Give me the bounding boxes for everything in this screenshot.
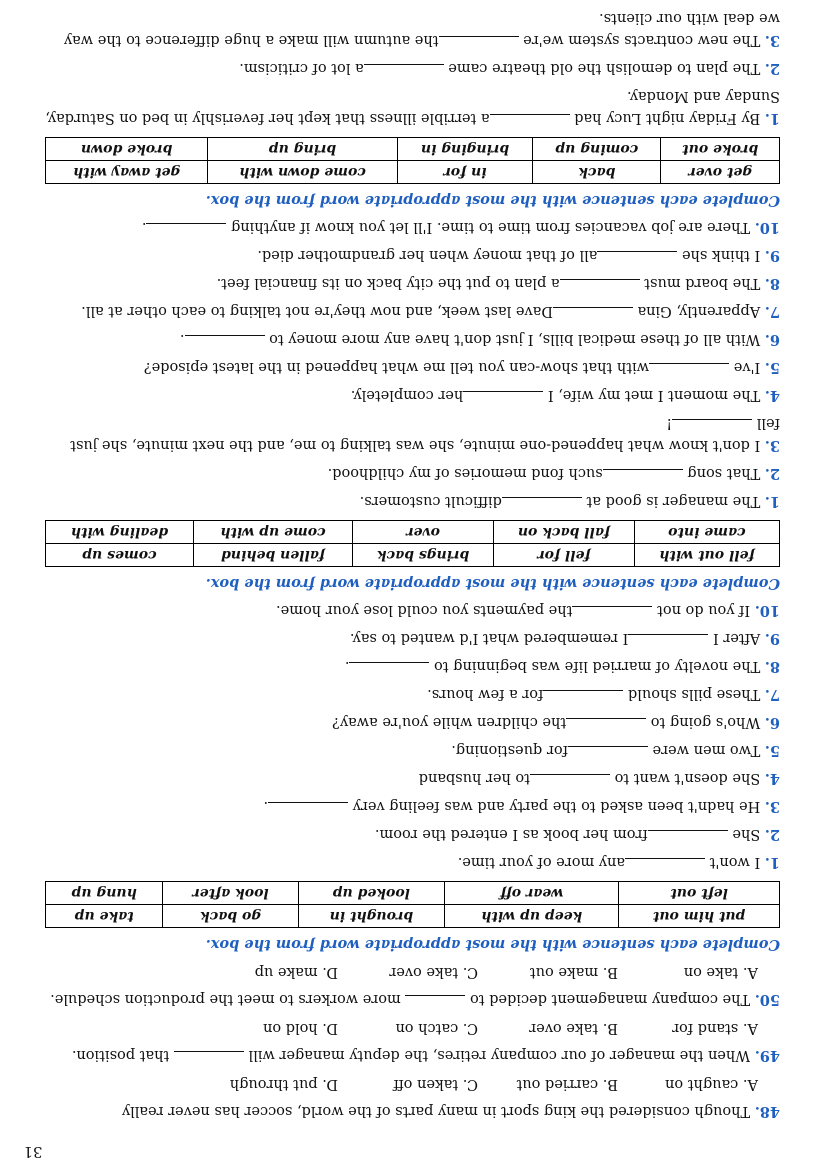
item-number: 6. (764, 331, 780, 348)
gap-sentence (45, 627, 780, 649)
answer-blank (603, 469, 683, 484)
gap-sentence (45, 823, 780, 845)
sentence-pre: She (732, 826, 761, 842)
question-number: 50. (754, 991, 780, 1008)
sentence-post: to her husband (418, 770, 530, 786)
word-box-cell: fall back on (494, 521, 635, 544)
sentence-pre: The new contracts system we're (523, 32, 761, 48)
word-box-cell: wear off (445, 882, 619, 905)
sentence-pre: With all of these medical bills, I just don't have any more money to (269, 331, 761, 347)
sentence-post: such fond memories of my childhood. (327, 465, 603, 481)
word-box-cell: get over (661, 161, 780, 184)
word-box-cell: broke down (46, 138, 208, 161)
sentence-post: . (179, 331, 185, 347)
sentence-post: . (263, 798, 269, 814)
answer-options (45, 962, 758, 982)
answer-blank (268, 802, 348, 817)
item-number: 3. (764, 32, 780, 49)
item-number: 5. (764, 359, 780, 376)
answer-blank (649, 363, 729, 378)
item-number: 8. (764, 658, 780, 675)
sentence-post: Dave last week, and now they're not talking to each other at all. (81, 303, 553, 319)
item-number: 9. (764, 247, 780, 264)
gap-sentence (45, 795, 780, 817)
answer-blank (185, 335, 265, 350)
page-content (45, 0, 780, 1122)
option-d: D. hold on (263, 1020, 338, 1036)
gap-sentence (45, 739, 780, 761)
sentence-pre: If you do not (657, 602, 751, 618)
word-box-cell: came into (634, 521, 779, 544)
answer-blank (648, 830, 728, 845)
answer-blank (439, 36, 519, 51)
word-box-cell: back (533, 161, 661, 184)
answer-blank (625, 858, 705, 873)
sentence-pre: The manager is good at (586, 493, 761, 509)
word-box-cell: come up with (193, 521, 352, 544)
option-d: D. make up (254, 964, 338, 980)
sentence-post: a plan to put the city back on its financial feet. (216, 275, 560, 291)
sentence-post: a terrible illness that kept her feverishly in bed on Saturday, Sunday and Monday. (45, 88, 780, 126)
word-box-cell: dealing with (46, 521, 194, 544)
answer-blank (566, 718, 646, 733)
answer-blank (597, 251, 677, 266)
question-text-pre: The company management decided to (470, 991, 751, 1007)
exercise-instruction: Complete each sentence with the most appropriate word from the box. (205, 192, 780, 209)
sentence-pre: The moment I met my wife, I (547, 387, 761, 403)
gap-sentence (45, 767, 780, 789)
gap-sentence (45, 0, 780, 1)
sentence-post: with that show-can you tell me what happened in the latest episode? (143, 359, 650, 375)
question-text-post: that position. (71, 1047, 170, 1063)
mc-question (45, 1100, 780, 1122)
item-number: 3. (764, 798, 780, 815)
item-number: 10. (754, 219, 780, 236)
word-box-cell: fallen behind (193, 544, 352, 567)
sentence-post: from her book as I entered the room. (374, 826, 648, 842)
sentence-post: . (141, 219, 147, 235)
option-b: B. carried out (516, 1076, 618, 1092)
sentence-pre: Two men were (652, 742, 761, 758)
sentence-pre: There are job vacancies from time to time. I'll let you know if anything (231, 219, 751, 235)
word-box-cell: brought in (298, 905, 444, 928)
answer-blank (463, 391, 543, 406)
sentence-pre: The board must (644, 275, 761, 291)
sentence-post: the payments you could lose your home. (276, 602, 573, 618)
answer-blank (672, 419, 752, 434)
word-box-cell: broke out (661, 138, 780, 161)
sentence-pre: After I (712, 630, 761, 646)
sentence-post: for a few hours. (427, 686, 544, 702)
answer-blank (530, 774, 610, 789)
word-box-cell: left out (619, 882, 780, 905)
exercise-section (45, 0, 780, 210)
item-number: 7. (764, 303, 780, 320)
sentence-post: the autumn will make a huge difference to the way we deal with our clients. (63, 10, 780, 48)
item-number: 1. (764, 854, 780, 871)
question-text-pre: When the manager of our company retires, the deputy manager will (248, 1047, 751, 1063)
answer-blank (628, 634, 708, 649)
answer-blank (560, 279, 640, 294)
word-box-cell: in for (397, 161, 533, 184)
sentence-post: . (344, 658, 350, 674)
word-box-cell: get away with (46, 161, 208, 184)
gap-sentence (45, 851, 780, 873)
sentence-pre: She doesn't want to (614, 770, 761, 786)
question-text: Though considered the king sport in many parts of the world, soccer has never really (121, 1103, 751, 1119)
sentence-post: I remembered what I'd wanted to say. (349, 630, 629, 646)
word-box-cell: look after (163, 882, 298, 905)
item-number: 9. (764, 630, 780, 647)
option-c: C. taken off (393, 1076, 478, 1092)
item-number: 8. (764, 275, 780, 292)
gap-sentence (45, 683, 780, 705)
gap-sentence (45, 599, 780, 621)
answer-blank (405, 995, 465, 1010)
item-number: 5. (764, 742, 780, 759)
sentence-pre: I've (733, 359, 761, 375)
sentence-post: the children while you're away? (332, 714, 567, 730)
word-box-cell: keep up with (445, 905, 619, 928)
item-number: 7. (764, 686, 780, 703)
sentence-pre: By Friday night Lucy had (574, 110, 761, 126)
answer-blank (490, 114, 570, 129)
word-box-cell: take up (46, 905, 163, 928)
word-box (45, 137, 780, 184)
sentence-post: any more of your time. (457, 854, 625, 870)
option-c: C. take over (389, 964, 478, 980)
word-box-cell: put him out (619, 905, 780, 928)
question-number: 48. (754, 1103, 780, 1120)
sentence-pre: Apparently, Gina (637, 303, 761, 319)
sentence-pre: I don't know what happened-one minute, she was talking to me, and the next minute, she just fell (70, 415, 780, 453)
gap-sentence (45, 85, 780, 129)
word-box-cell: go back (163, 905, 298, 928)
answer-options (45, 1018, 758, 1038)
item-number: 2. (764, 60, 780, 77)
word-box-cell: over (353, 521, 494, 544)
exercise-section (45, 599, 780, 954)
option-a: A. caught on (665, 1076, 758, 1092)
word-box (45, 881, 780, 928)
word-box-cell: bring up (208, 138, 397, 161)
word-box-cell: brings back (353, 544, 494, 567)
gap-sentence (45, 244, 780, 266)
sentence-post: ! (666, 415, 673, 431)
gap-sentence (45, 655, 780, 677)
sentence-pre: He hadn't been asked to the party and was feeling very (352, 798, 761, 814)
sentence-pre: That song (687, 465, 761, 481)
answer-blank (174, 1051, 244, 1066)
word-box-cell: bringing in (397, 138, 533, 161)
answer-blank (502, 497, 582, 512)
answer-blank (349, 662, 429, 677)
sentence-post: difficult customers. (359, 493, 502, 509)
item-number: 4. (764, 770, 780, 787)
option-b: B. take over (529, 1020, 618, 1036)
option-d: D. put through (229, 1076, 338, 1092)
answer-blank (572, 606, 652, 621)
answer-blank (364, 64, 444, 79)
option-a: A. take on (683, 964, 758, 980)
answer-options (45, 1074, 758, 1094)
option-c: C. catch on (395, 1020, 478, 1036)
word-box-cell: comes up (46, 544, 194, 567)
item-number: 3. (764, 437, 780, 454)
item-number: 2. (764, 465, 780, 482)
option-b: B. make out (529, 964, 618, 980)
gap-sentence (45, 711, 780, 733)
page-number: 31 (23, 1143, 43, 1161)
sentence-pre: I think she (682, 247, 761, 263)
gap-sentence (45, 216, 780, 238)
gap-sentence (45, 412, 780, 456)
sentence-post: a lot of criticism. (239, 60, 364, 76)
word-box-cell: hung up (46, 882, 163, 905)
word-box-cell: come down with (208, 161, 397, 184)
sentence-post: all of that money when her grandmother died. (257, 247, 598, 263)
gap-sentence (45, 57, 780, 79)
item-number: 2. (764, 826, 780, 843)
sentence-post: for questioning. (451, 742, 568, 758)
exercise-instruction: Complete each sentence with the most appropriate word from the box. (205, 575, 780, 592)
gap-sentence (45, 7, 780, 51)
answer-blank (417, 0, 497, 1)
mc-section (45, 962, 780, 1122)
sentence-post: her completely. (350, 387, 464, 403)
item-number: 6. (764, 714, 780, 731)
item-number: 4. (764, 387, 780, 404)
answer-blank (568, 746, 648, 761)
word-box-cell: coming up (533, 138, 661, 161)
word-box-cell: looked up (298, 882, 444, 905)
gap-sentence (45, 356, 780, 378)
sentence-pre: I won't (709, 854, 761, 870)
answer-blank (146, 223, 226, 238)
word-box-cell: fell out with (634, 544, 779, 567)
exercise-instruction: Complete each sentence with the most appropriate word from the box. (205, 936, 780, 953)
sentence-pre: These pills should (628, 686, 761, 702)
word-box (45, 520, 780, 567)
item-number: 10. (754, 602, 780, 619)
gap-sentence (45, 384, 780, 406)
gap-sentence (45, 328, 780, 350)
answer-blank (553, 307, 633, 322)
mc-question (45, 1044, 780, 1066)
gap-sentence (45, 272, 780, 294)
question-text-post: more workers to meet the production schedule. (50, 991, 401, 1007)
exercise-section (45, 216, 780, 593)
item-number: 1. (764, 493, 780, 510)
answer-blank (543, 690, 623, 705)
sentence-pre: The plan to demolish the old theatre came (448, 60, 761, 76)
gap-sentence (45, 462, 780, 484)
item-number: 1. (764, 110, 780, 127)
mc-question (45, 988, 780, 1010)
gap-sentence (45, 300, 780, 322)
word-box-cell: fell for (494, 544, 635, 567)
sentence-pre: The novelty of married life was beginning to (434, 658, 761, 674)
option-a: A. stand for (672, 1020, 758, 1036)
sentence-pre: Who's going to (650, 714, 761, 730)
question-number: 49. (754, 1047, 780, 1064)
gap-sentence (45, 490, 780, 512)
